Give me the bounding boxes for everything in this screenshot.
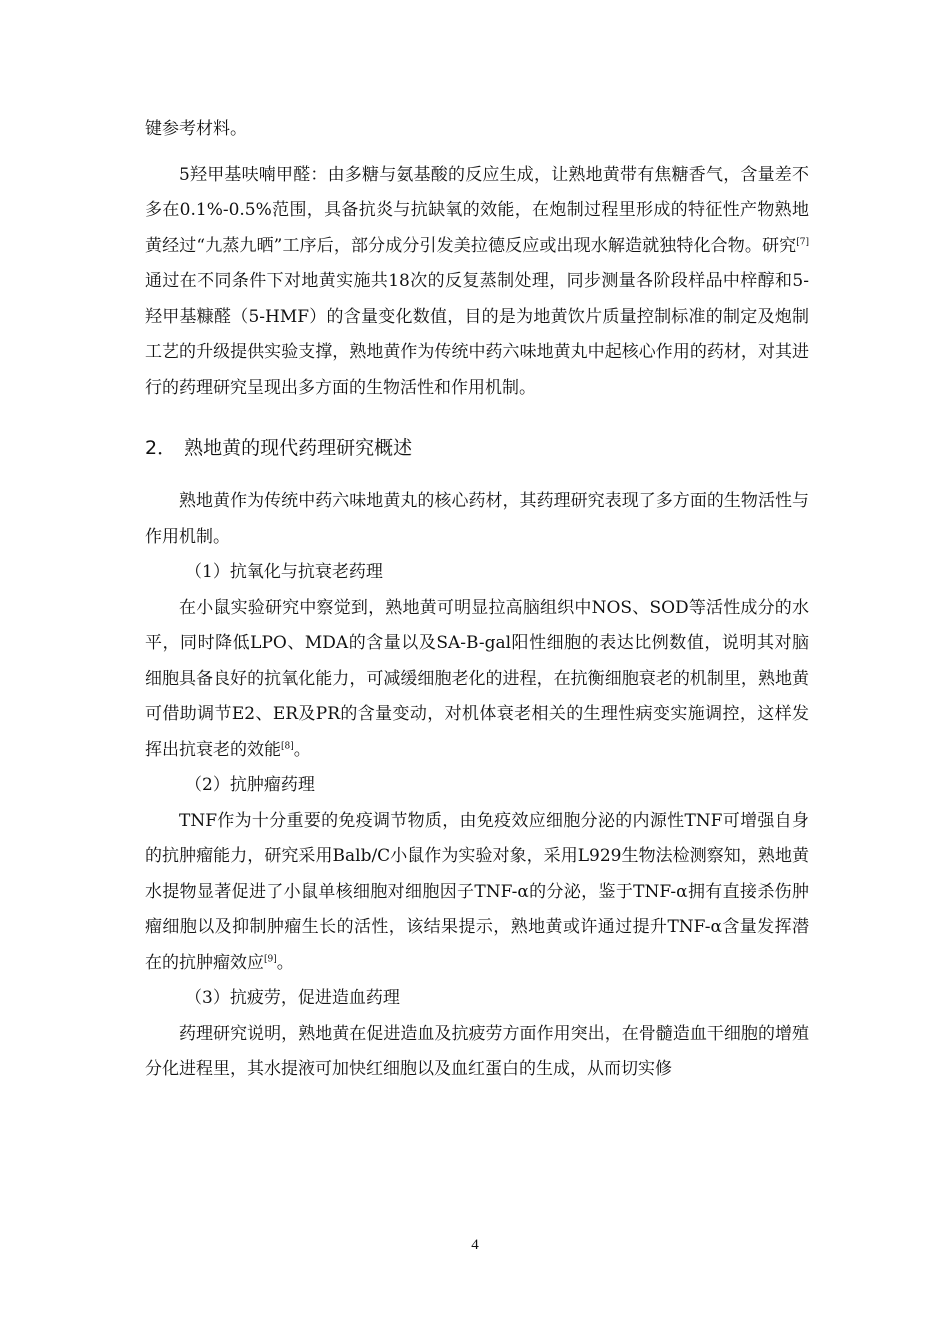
paragraph-continuation: 键参考材料。 [145, 119, 247, 139]
paragraph-antitumor-text: TNF作为十分重要的免疫调节物质，由免疫效应细胞分泌的内源性TNF可增强自身的抗肿瘤能力，研究采用Balb/C小鼠作为实验对象，采用L929生物法检测察知，熟地黄水提物显著促进了小鼠单核细胞对细胞因子TNF-α的分泌，鉴于TNF-α拥有直接杀伤肿瘤细胞以及抑制肿瘤生长的活性，该结果提示，熟地黄或许通过提升TNF-α含量发挥潜在的抗肿瘤效应 [145, 810, 809, 973]
paragraph-antioxidant [145, 591, 809, 769]
citation-8: [8] [281, 740, 294, 751]
section-title: 熟地黄的现代药理研究概述 [184, 437, 413, 459]
citation-9: [9] [264, 953, 277, 964]
section-number: 2． [145, 437, 177, 459]
section-intro: 熟地黄作为传统中药六味地黄丸的核心药材，其药理研究表现了多方面的生物活性与作用机制。 [145, 491, 809, 547]
paragraph-hmf [145, 158, 809, 407]
paragraph-antioxidant-end: 。 [293, 739, 311, 760]
page-content [145, 112, 809, 1088]
section-heading [145, 432, 809, 464]
paragraph-antifatigue: 药理研究说明，熟地黄在促进造血及抗疲劳方面作用突出，在骨髓造血干细胞的增殖分化进程里，其水提液可加快红细胞以及血红蛋白的生成，从而切实修 [145, 1023, 809, 1079]
subheading-antifatigue: （3）抗疲劳，促进造血药理 [185, 988, 400, 1008]
paragraph-hmf-text-b: 通过在不同条件下对地黄实施共18次的反复蒸制处理，同步测量各阶段样品中梓醇和5-羟甲基糠醛（5-HMF）的含量变化数值，目的是为地黄饮片质量控制标准的制定及炮制工艺的升级提供实验支撑，熟地黄作为传统中药六味地黄丸中起核心作用的药材，对其进行的药理研究呈现出多方面的生物活性和作用机制。 [145, 271, 809, 398]
paragraph-hmf-text-a: 5羟甲基呋喃甲醛：由多糖与氨基酸的反应生成，让熟地黄带有焦糖香气，含量差不多在0.1%-0.5%范围，具备抗炎与抗缺氧的效能，在炮制过程里形成的特征性产物熟地黄经过“九蒸九晒”工序后，部分成分引发美拉德反应或出现水解造就独特化合物。研究 [145, 164, 809, 256]
citation-7: [7] [796, 236, 809, 247]
subheading-antitumor: （2）抗肿瘤药理 [185, 775, 315, 795]
page-number: 4 [471, 1237, 479, 1253]
subheading-antioxidant: （1）抗氧化与抗衰老药理 [185, 562, 383, 582]
paragraph-antitumor [145, 804, 809, 982]
paragraph-antioxidant-text: 在小鼠实验研究中察觉到，熟地黄可明显拉高脑组织中NOS、SOD等活性成分的水平，同时降低LPO、MDA的含量以及SA-B-gal阳性细胞的表达比例数值，说明其对脑细胞具备良好的抗氧化能力，可减缓细胞老化的进程，在抗衡细胞衰老的机制里，熟地黄可借助调节E2、ER及PR的含量变动，对机体衰老相关的生理性病变实施调控，这样发挥出抗衰老的效能 [145, 597, 809, 760]
paragraph-antitumor-end: 。 [276, 952, 294, 973]
